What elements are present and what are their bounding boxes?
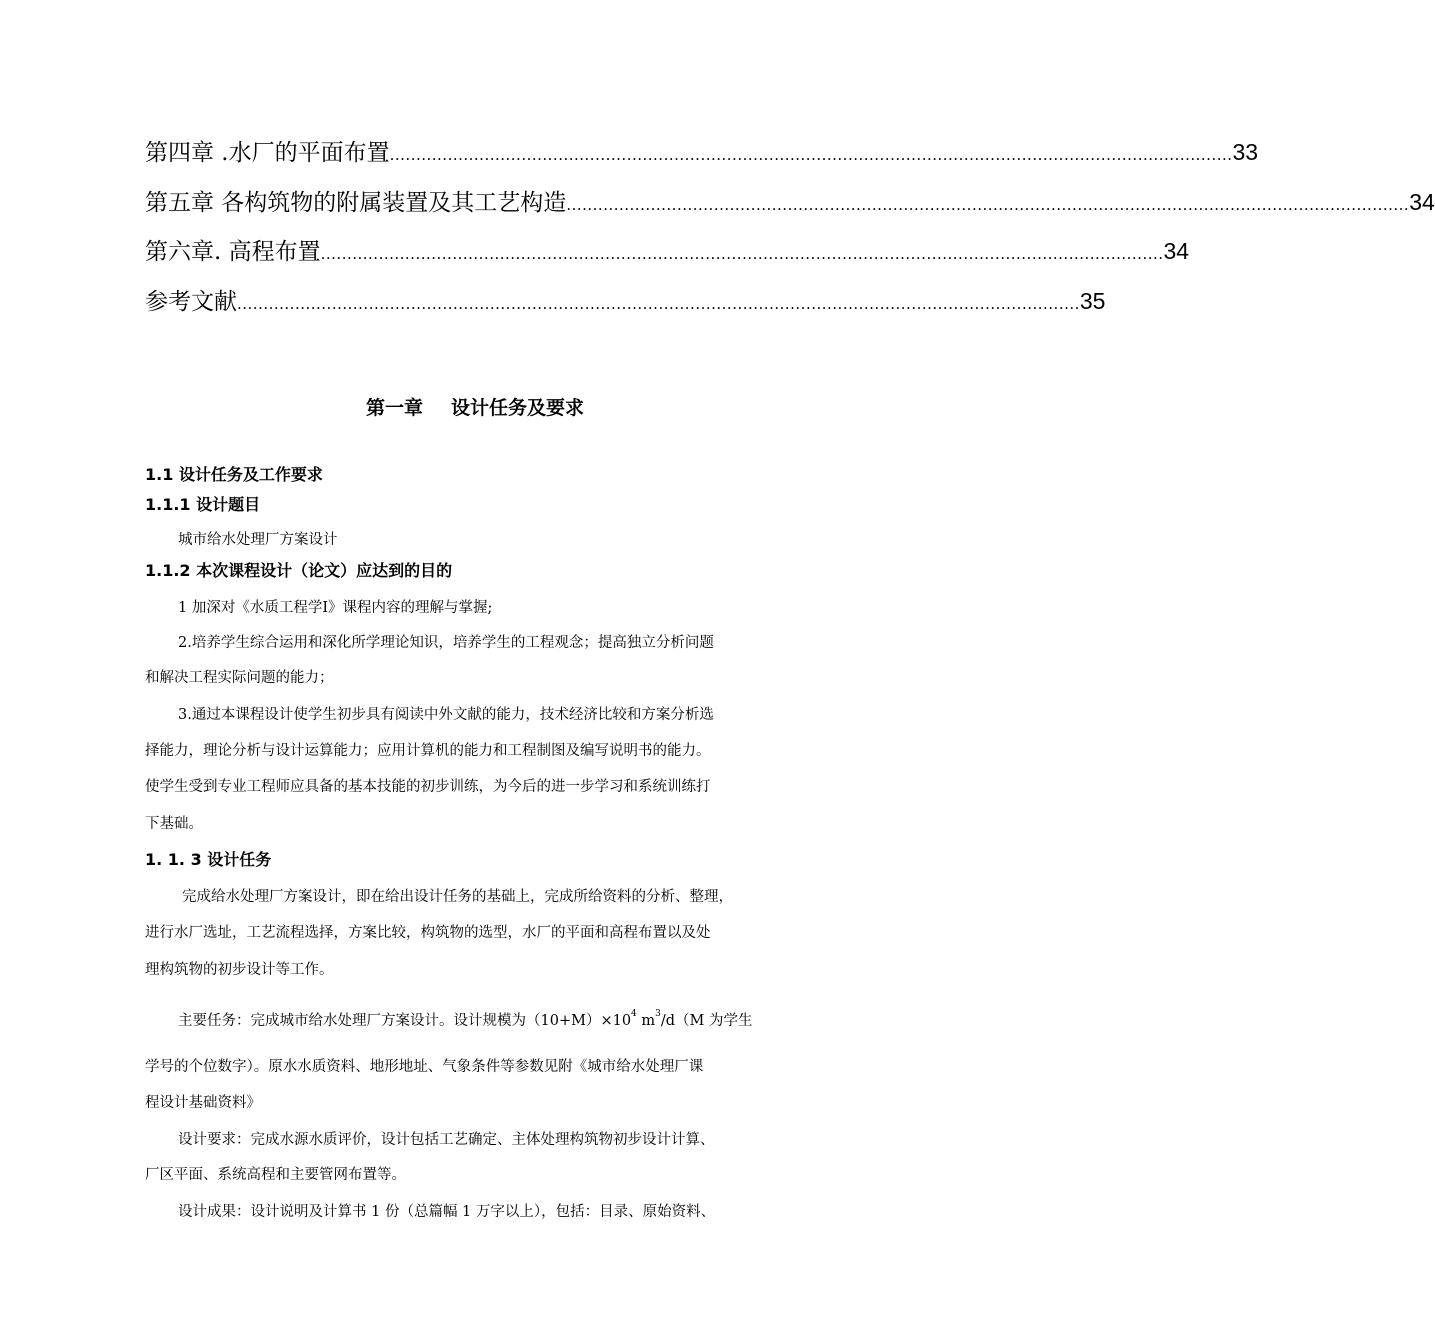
toc-leader-dots: ................................................................................................................................................................: [320, 245, 1164, 263]
toc-entry-title: 参考文献: [145, 288, 237, 315]
task-paragraph-line: 进行水厂选址，工艺流程选择，方案比较，构筑物的选型，水厂的平面和高程布置以及处: [145, 925, 711, 941]
toc-page-number: 33: [1232, 139, 1259, 165]
toc-page-number: 34: [1163, 238, 1190, 264]
objective-line: 和解决工程实际问题的能力；: [145, 670, 334, 686]
toc-leader-dots: ................................................................................................................................................................: [389, 146, 1233, 164]
section-heading-1-1-1: 1.1.1 设计题目: [145, 495, 261, 514]
toc-page-number: 35: [1079, 287, 1106, 314]
exponent: 3: [655, 1009, 661, 1019]
main-task-line: 程设计基础资料》: [145, 1095, 261, 1111]
toc-page-number: 34: [1409, 188, 1435, 215]
chapter-number: 第一章: [365, 397, 423, 419]
toc-entry-title: 第四章 .水厂的平面布置: [145, 140, 390, 166]
requirement-line: 设计要求：完成水源水质评价，设计包括工艺确定、主体处理构筑物初步设计计算、: [178, 1132, 715, 1148]
task-paragraph-line: 完成给水处理厂方案设计，即在给出设计任务的基础上，完成所给资料的分析、整理，: [182, 889, 733, 905]
objective-line: 3.通过本课程设计使学生初步具有阅读中外文献的能力，技术经济比较和方案分析选: [178, 707, 714, 723]
section-heading-1-1: 1.1 设计任务及工作要求: [145, 465, 323, 484]
exponent: 4: [631, 1009, 637, 1019]
toc-entry[interactable]: [145, 231, 1190, 281]
main-task-text: /d（M 为学生: [660, 1013, 753, 1029]
toc-leader-dots: ................................................................................................................................................................: [566, 195, 1410, 214]
objective-line: 1 加深对《水质工程学Ⅰ》课程内容的理解与掌握;: [178, 600, 493, 616]
toc-entry[interactable]: [145, 132, 1259, 182]
main-task-unit: m: [636, 1013, 656, 1029]
design-topic-text: 城市给水处理厂方案设计: [178, 532, 338, 548]
toc-entry[interactable]: [145, 281, 1106, 331]
main-task-line: [145, 1009, 843, 1030]
main-task-text: 主要任务：完成城市给水处理厂方案设计。设计规模为（10+M）×10: [178, 1013, 632, 1029]
requirement-line: 厂区平面、系统高程和主要管网布置等。: [145, 1167, 406, 1183]
section-heading-1-1-2: 1.1.2 本次课程设计（论文）应达到的目的: [145, 561, 453, 580]
chapter-heading: [0, 393, 950, 420]
main-task-line: 学号的个位数字）。原水水质资料、地形地址、气象条件等参数见附《城市给水处理厂课: [145, 1059, 704, 1075]
objective-line: 使学生受到专业工程师应具备的基本技能的初步训练，为今后的进一步学习和系统训练打: [145, 779, 711, 795]
objective-line: 择能力，理论分析与设计运算能力；应用计算机的能力和工程制图及编写说明书的能力。: [145, 743, 711, 759]
section-heading-1-1-3: 1. 1. 3 设计任务: [145, 850, 272, 869]
deliverables-line: 设计成果：设计说明及计算书 1 份（总篇幅 1 万字以上），包括：目录、原始资料、: [178, 1204, 716, 1220]
toc-entry-title: 第五章 各构筑物的附属装置及其工艺构造: [145, 189, 567, 216]
objective-line: 2.培养学生综合运用和深化所学理论知识，培养学生的工程观念；提高独立分析问题: [178, 635, 714, 651]
task-paragraph-line: 理构筑物的初步设计等工作。: [145, 962, 334, 978]
table-of-contents: [145, 132, 1435, 330]
chapter-title: 设计任务及要求: [451, 397, 585, 419]
toc-entry[interactable]: [145, 182, 1435, 232]
toc-leader-dots: ................................................................................................................................................................: [237, 294, 1080, 313]
toc-entry-title: 第六章. 高程布置: [145, 239, 321, 265]
objective-line: 下基础。: [145, 816, 203, 832]
